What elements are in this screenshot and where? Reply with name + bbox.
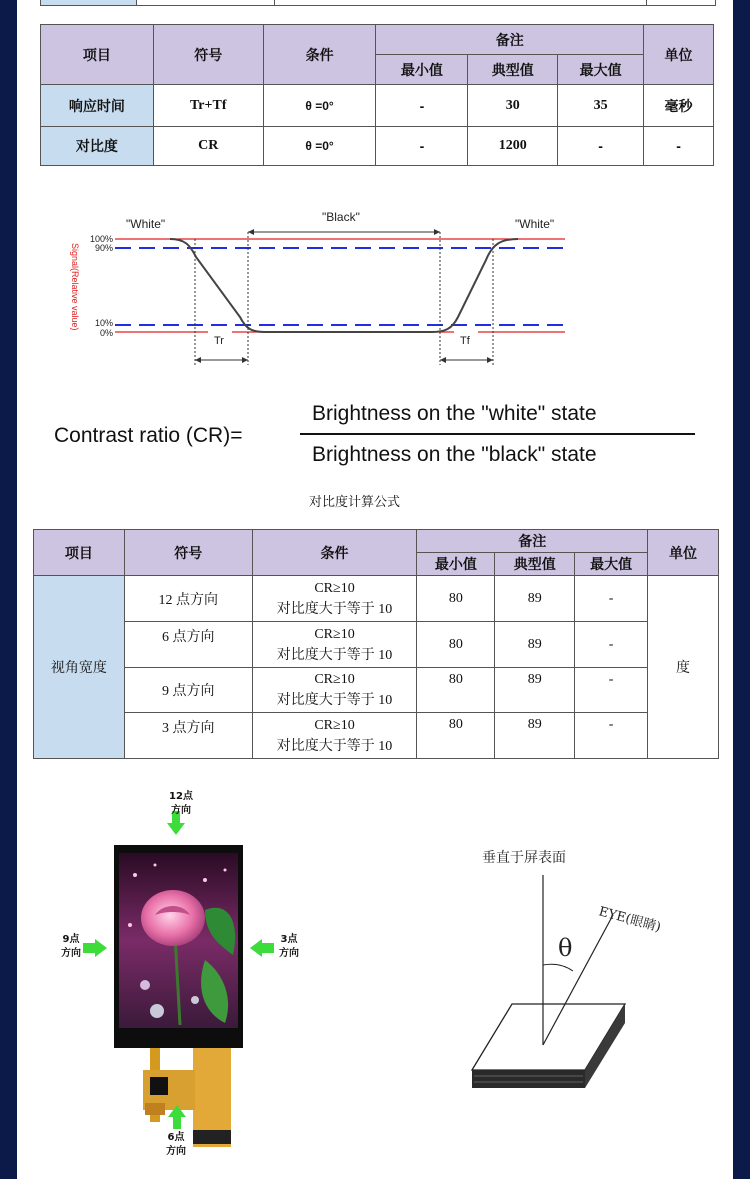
row-typ: 89	[495, 622, 575, 668]
row-typ: 89	[495, 713, 575, 759]
angle-arc	[543, 964, 573, 971]
viewing-angle-diagram	[460, 840, 710, 1100]
bokeh-dot	[154, 864, 157, 867]
row-min: 80	[417, 622, 495, 668]
row-typ: 30	[468, 85, 558, 127]
viewing-angle-table	[33, 529, 719, 759]
condition-line2: 对比度大于等于 10	[276, 693, 393, 708]
contrast-formula	[54, 398, 704, 478]
header-symbol: 符号	[124, 530, 252, 576]
bokeh-dot	[128, 923, 132, 927]
formula-caption: 对比度计算公式	[309, 495, 401, 510]
header-remark: 备注	[417, 530, 648, 553]
condition-line1: CR≥10	[314, 580, 355, 596]
previous-table-fragment	[40, 0, 716, 6]
condition-line1: CR≥10	[314, 626, 355, 642]
row-typ: 89	[495, 668, 575, 713]
row-max: -	[575, 622, 648, 668]
label-white-left: "White"	[126, 217, 166, 231]
row-condition: θ =0°	[263, 85, 376, 127]
eye-label: EYE(眼睛)	[596, 904, 663, 936]
label-white-right: "White"	[515, 217, 555, 231]
label-line: 12点	[169, 791, 193, 802]
bokeh-dot	[203, 878, 207, 882]
row-symbol: 3 点方向	[124, 713, 252, 759]
header-remark: 备注	[376, 25, 644, 55]
table-row	[34, 713, 719, 759]
tick-10: 10%	[95, 318, 114, 328]
response-waveform-diagram	[60, 205, 580, 370]
row-symbol: 9 点方向	[124, 668, 252, 713]
label-line: 方向	[171, 805, 191, 816]
row-min: -	[376, 85, 468, 127]
theta-symbol: θ	[558, 934, 573, 962]
header-max: 最大值	[558, 55, 644, 85]
row-max: -	[575, 713, 648, 759]
fpc-contact	[193, 1130, 231, 1144]
table-row	[34, 622, 719, 668]
bubble	[150, 1004, 164, 1018]
ic-chip	[150, 1077, 168, 1095]
label-3-oclock	[275, 933, 303, 961]
row-symbol: 12 点方向	[124, 576, 252, 622]
row-min: 80	[417, 713, 495, 759]
row-item: 对比度	[41, 127, 154, 166]
bubble	[191, 996, 199, 1004]
tick-100: 100%	[90, 234, 114, 244]
formula-lhs: Contrast ratio (CR)=	[54, 424, 243, 447]
normal-label: 垂直于屏表面	[482, 850, 566, 866]
label-6-oclock	[162, 1131, 190, 1159]
row-condition	[252, 713, 417, 759]
arrow-left-icon	[83, 939, 107, 957]
row-condition: θ =0°	[263, 127, 376, 166]
condition-line2: 对比度大于等于 10	[276, 647, 393, 663]
header-condition: 条件	[263, 25, 376, 85]
formula-numerator: Brightness on the "white" state	[312, 402, 597, 425]
header-min: 最小值	[376, 55, 468, 85]
header-typ: 典型值	[468, 55, 558, 85]
header-min: 最小值	[417, 553, 495, 576]
fraction-bar	[300, 433, 695, 435]
row-unit: -	[644, 127, 714, 166]
label-12-oclock	[165, 790, 197, 818]
header-symbol: 符号	[153, 25, 263, 85]
header-typ: 典型值	[495, 553, 575, 576]
header-item: 项目	[34, 530, 125, 576]
header-unit: 单位	[644, 25, 714, 85]
row-symbol: Tr+Tf	[153, 85, 263, 127]
label-black: "Black"	[322, 210, 360, 224]
row-max: -	[558, 127, 644, 166]
row-condition	[252, 576, 417, 622]
condition-line2: 对比度大于等于 10	[276, 738, 393, 754]
row-max: -	[575, 668, 648, 713]
row-min: -	[376, 127, 468, 166]
bokeh-dot	[133, 873, 137, 877]
response-curve	[170, 239, 518, 332]
row-item: 视角宽度	[34, 576, 125, 759]
header-condition: 条件	[252, 530, 417, 576]
header-max: 最大值	[575, 553, 648, 576]
tick-90: 90%	[95, 243, 114, 253]
condition-line1: CR≥10	[314, 672, 355, 687]
lcd-module-illustration	[55, 785, 315, 1165]
rose-flower	[141, 890, 205, 946]
row-typ: 1200	[468, 127, 558, 166]
row-item: 响应时间	[41, 85, 154, 127]
label-line: 方向	[166, 1146, 186, 1157]
arrow-right-icon	[250, 939, 274, 957]
table-row	[34, 576, 719, 622]
label-line: 方向	[61, 948, 81, 959]
tr-label: Tr	[214, 335, 224, 347]
tf-label: Tf	[460, 335, 470, 347]
condition-line1: CR≥10	[314, 717, 355, 733]
table-row	[41, 85, 714, 127]
row-max: 35	[558, 85, 644, 127]
label-9-oclock	[57, 933, 85, 961]
y-axis-label: Signal(Relative value)	[70, 243, 80, 331]
row-symbol: CR	[153, 127, 263, 166]
row-symbol: 6 点方向	[124, 622, 252, 668]
response-contrast-table	[40, 24, 714, 166]
label-line: 6点	[167, 1132, 185, 1143]
table-row	[34, 668, 719, 713]
condition-line2: 对比度大于等于 10	[276, 601, 393, 617]
header-item: 项目	[41, 25, 154, 85]
screen-plate-front	[472, 1070, 585, 1088]
row-unit: 毫秒	[644, 85, 714, 127]
row-condition	[252, 668, 417, 713]
label-line: 方向	[279, 948, 299, 959]
tick-0: 0%	[100, 328, 114, 338]
bubble	[140, 980, 150, 990]
row-typ: 89	[495, 576, 575, 622]
row-unit: 度	[648, 576, 719, 759]
row-min: 80	[417, 668, 495, 713]
bokeh-dot	[224, 869, 227, 872]
row-condition	[252, 622, 417, 668]
row-max: -	[575, 576, 648, 622]
fpc-connector	[145, 1103, 165, 1115]
table-row	[41, 127, 714, 166]
label-line: 3点	[280, 934, 298, 945]
label-line: 9点	[62, 934, 80, 945]
formula-denominator: Brightness on the "black" state	[312, 443, 597, 466]
row-min: 80	[417, 576, 495, 622]
header-unit: 单位	[648, 530, 719, 576]
